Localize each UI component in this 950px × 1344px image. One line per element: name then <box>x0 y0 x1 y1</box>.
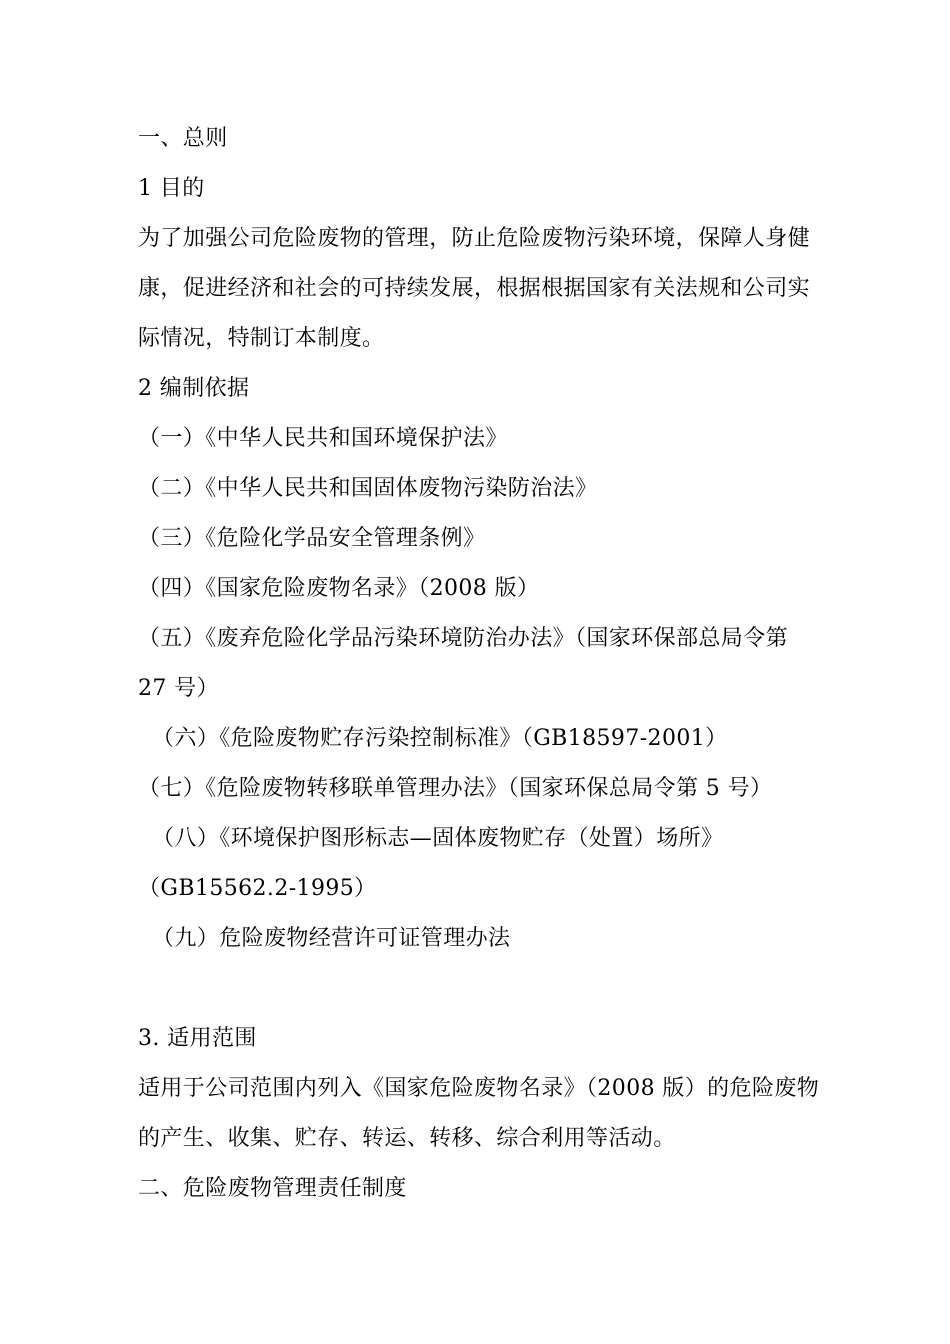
basis-item: （六）《危险废物贮存污染控制标准》（GB18597-2001） <box>152 726 728 751</box>
section-heading-responsibility: 二、危险废物管理责任制度 <box>138 1176 407 1201</box>
basis-item-continuation: 27 号） <box>138 676 219 701</box>
basis-item: （九）危险废物经营许可证管理办法 <box>152 926 511 951</box>
basis-item: （五）《废弃危险化学品污染环境防治办法》（国家环保部总局令第 <box>138 626 789 651</box>
basis-item: （二）《中华人民共和国固体废物污染防治法》 <box>138 476 598 501</box>
basis-item: （四）《国家危险废物名录》（2008 版） <box>138 576 540 601</box>
basis-item: （七）《危险废物转移联单管理办法》（国家环保总局令第 5 号） <box>138 776 773 801</box>
basis-item: （一）《中华人民共和国环境保护法》 <box>138 426 508 451</box>
purpose-text-line: 际情况，特制订本制度。 <box>138 326 385 351</box>
basis-item: （八）《环境保护图形标志—固体废物贮存（处置）场所》 <box>152 826 724 851</box>
basis-item-continuation: （GB15562.2-1995） <box>138 876 377 901</box>
scope-heading: 3. 适用范围 <box>138 1026 257 1051</box>
basis-heading: 2 编制依据 <box>138 376 250 401</box>
purpose-text-line: 康，促进经济和社会的可持续发展，根据根据国家有关法规和公司实 <box>138 276 811 301</box>
scope-text-line: 适用于公司范围内列入《国家危险废物名录》（2008 版）的危险废物 <box>138 1076 820 1101</box>
scope-text-line: 的产生、收集、贮存、转运、转移、综合利用等活动。 <box>138 1126 676 1151</box>
purpose-heading: 1 目的 <box>138 176 205 201</box>
purpose-text-line: 为了加强公司危险废物的管理，防止危险废物污染环境，保障人身健 <box>138 226 811 251</box>
basis-item: （三）《危险化学品安全管理条例》 <box>138 526 486 551</box>
section-heading-general: 一、总则 <box>138 126 228 151</box>
